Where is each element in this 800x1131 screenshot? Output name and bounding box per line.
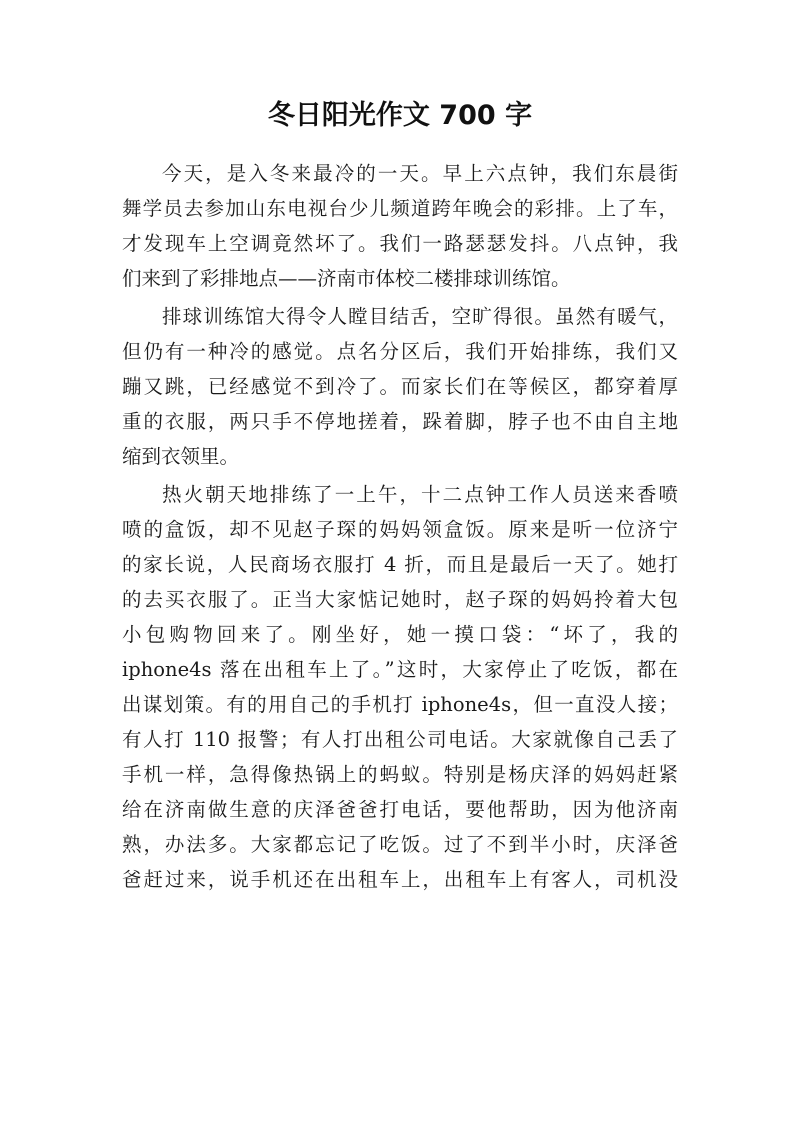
paragraph-2 xyxy=(122,299,678,474)
text-line: 给在济南做生意的庆泽爸爸打电话，要他帮助，因为他济南 xyxy=(122,798,678,821)
text-line: 舞学员去参加山东电视台少儿频道跨年晚会的彩排。上了车， xyxy=(122,197,678,220)
document-title: 冬日阳光作文 700 字 xyxy=(267,100,533,131)
text-line: 熟，办法多。大家都忘记了吃饭。过了不到半小时，庆泽爸 xyxy=(122,833,678,856)
text-line: 的去买衣服了。正当大家惦记她时，赵子琛的妈妈拎着大包 xyxy=(122,588,678,611)
text-line: 重的衣服，两只手不停地搓着，跺着脚，脖子也不由自主地 xyxy=(122,410,678,433)
paragraph-1 xyxy=(122,156,678,296)
text-line: 蹦又跳，已经感觉不到冷了。而家长们在等候区，都穿着厚 xyxy=(122,375,678,398)
document-body xyxy=(122,156,678,897)
text-line: 爸赶过来，说手机还在出租车上，出租车上有客人，司机没 xyxy=(122,868,678,891)
text-line: 的家长说，人民商场衣服打 4 折，而且是最后一天了。她打 xyxy=(122,553,678,576)
text-line: 排球训练馆大得令人瞠目结舌，空旷得很。虽然有暖气， xyxy=(162,305,678,328)
text-line: 出谋划策。有的用自己的手机打 iphone4s，但一直没人接； xyxy=(122,693,678,716)
text-line: 今天，是入冬来最冷的一天。早上六点钟，我们东晨街 xyxy=(162,162,678,185)
text-line: 热火朝天地排练了一上午，十二点钟工作人员送来香喷 xyxy=(162,483,678,506)
text-line: 但仍有一种冷的感觉。点名分区后，我们开始排练，我们又 xyxy=(122,340,678,363)
text-line: iphone4s 落在出租车上了。”这时，大家停止了吃饭，都在 xyxy=(122,658,678,681)
paragraph-3 xyxy=(122,477,678,897)
text-line: 手机一样，急得像热锅上的蚂蚁。特别是杨庆泽的妈妈赶紧 xyxy=(122,763,678,786)
text-line: 小包购物回来了。刚坐好，她一摸口袋：“坏了，我的 xyxy=(122,623,678,646)
text-line: 缩到衣领里。 xyxy=(122,445,240,468)
text-line: 喷的盒饭，却不见赵子琛的妈妈领盒饭。原来是听一位济宁 xyxy=(122,518,678,541)
text-line: 有人打 110 报警；有人打出租公司电话。大家就像自己丢了 xyxy=(122,728,678,751)
text-line: 才发现车上空调竟然坏了。我们一路瑟瑟发抖。八点钟，我 xyxy=(122,232,678,255)
text-line: 们来到了彩排地点——济南市体校二楼排球训练馆。 xyxy=(122,267,571,290)
